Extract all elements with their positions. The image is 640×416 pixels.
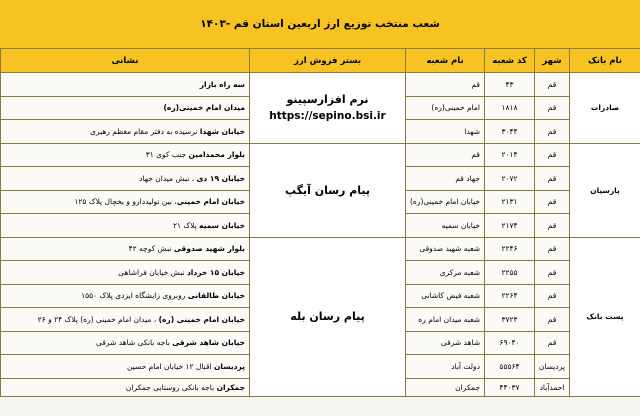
code-cell: ۶۹۰۴۰	[485, 331, 535, 355]
address-cell	[1, 214, 250, 238]
address-bold: خیابان ۱۹ دی	[196, 173, 245, 183]
code-cell: ۱۸۱۸	[485, 96, 535, 120]
address-bold: خیابان ۱۵ خرداد	[186, 267, 245, 277]
address-cell	[1, 120, 250, 144]
branch-cell: قم	[406, 73, 485, 97]
address-rest: روبروی زایشگاه ایزدی پلاک ۱۵۵۰	[81, 291, 188, 301]
address-bold: خیابان امام خمینی	[176, 197, 245, 207]
address-cell	[1, 190, 250, 214]
platform-name: پیام رسان بله	[290, 310, 365, 323]
address-bold: خیابان سمیه	[199, 220, 245, 230]
address-rest: ، نبش میدان جهاد	[139, 173, 197, 183]
address-bold: سه راه بازار	[199, 79, 245, 89]
code-cell: ۲۱۷۴	[485, 214, 535, 238]
city-cell: قم	[535, 190, 570, 214]
platform-sepino	[250, 73, 406, 144]
platform-url: https://sepino.bsi.ir	[269, 110, 386, 123]
city-cell: قم	[535, 96, 570, 120]
branch-cell: امام خمینی(ره)	[406, 96, 485, 120]
address-cell	[1, 143, 250, 167]
address-cell	[1, 378, 250, 396]
address-cell	[1, 261, 250, 285]
branch-cell: قم	[406, 143, 485, 167]
branch-cell: شاهد شرقی	[406, 331, 485, 355]
branch-cell: جهاد قم	[406, 167, 485, 191]
address-rest: جنب کوی ۳۱	[145, 150, 189, 160]
city-cell: قم	[535, 167, 570, 191]
header-row	[1, 49, 640, 73]
address-rest: نبش خیابان فراشاهی	[118, 267, 187, 277]
platform-bale	[250, 237, 406, 396]
platform-name: پیام رسان آیگپ	[284, 183, 371, 197]
code-cell: ۲۲۴۶	[485, 237, 535, 261]
city-cell: قم	[535, 214, 570, 238]
branch-cell: خیابان سمیه	[406, 214, 485, 238]
platform-name: نرم افزارسپینو	[286, 93, 369, 107]
branches-table	[0, 48, 640, 397]
header-code: کد شعبه	[485, 49, 535, 73]
platform-igap	[250, 143, 406, 237]
code-cell: ۳۷۲۳	[485, 308, 535, 332]
city-cell: قم	[535, 261, 570, 285]
branch-cell: شعبه شهید صدوقی	[406, 237, 485, 261]
header-bank: نام بانک	[570, 49, 640, 73]
address-rest: اقبال ۱۲ خیابان امام حسین	[126, 361, 214, 371]
code-cell: ۵۵۵۶۴	[485, 355, 535, 379]
code-cell: ۲۰۷۲	[485, 167, 535, 191]
table-row	[1, 237, 640, 261]
address-bold: خیابان شهدا	[199, 126, 245, 136]
code-cell: ۴۴۰۳۷	[485, 378, 535, 396]
address-bold: خیابان امام خمینی (ره)	[158, 314, 245, 324]
address-cell	[1, 284, 250, 308]
city-cell: قم	[535, 331, 570, 355]
address-rest: ، بین تولیددارو و یخچال پلاک ۱۲۵	[74, 197, 177, 207]
address-bold: بلوار محمدامین	[188, 150, 245, 160]
address-rest: نرسیده به دفتر مقام معظم رهبری	[90, 126, 200, 136]
address-bold: جمکران	[216, 382, 245, 392]
city-cell: قم	[535, 143, 570, 167]
header-city: شهر	[535, 49, 570, 73]
branch-cell: جمکران	[406, 378, 485, 396]
address-rest: ، میدان امام خمینی (ره) پلاک ۲۴ و ۲۶	[37, 314, 159, 324]
bank-name-parsian: پارسیان	[570, 143, 640, 237]
branch-cell: شهدا	[406, 120, 485, 144]
address-bold: بلوار شهید صدوقی	[173, 244, 245, 254]
code-cell: ۳۰۴۴	[485, 120, 535, 144]
branch-cell: شعبه میدان امام ره	[406, 308, 485, 332]
header-platform: بستر فروش ارز	[250, 49, 406, 73]
city-cell: قم	[535, 237, 570, 261]
address-bold: خیابان شاهد شرقی	[172, 338, 245, 348]
page-title: شعب منتخب توزیع ارز اربعین استان قم -۱۴۰۳	[0, 0, 640, 49]
code-cell: ۲۱۳۱	[485, 190, 535, 214]
code-cell: ۲۰۱۴	[485, 143, 535, 167]
address-cell	[1, 237, 250, 261]
address-cell	[1, 96, 250, 120]
address-cell	[1, 73, 250, 97]
table-row	[1, 143, 640, 167]
city-cell: قم	[535, 308, 570, 332]
address-rest: نبش کوچه ۴۲	[128, 244, 174, 254]
branch-cell: دولت آباد	[406, 355, 485, 379]
address-rest: باجه بانکی شاهد شرقی	[96, 338, 173, 348]
code-cell: ۲۲۶۴	[485, 284, 535, 308]
address-cell	[1, 355, 250, 379]
branch-cell: شعبه مرکزی	[406, 261, 485, 285]
address-rest: پلاک ۲۱	[172, 220, 200, 230]
city-cell: قم	[535, 120, 570, 144]
header-branch: نام شعبه	[406, 49, 485, 73]
city-cell: احمدآباد	[535, 378, 570, 396]
address-cell	[1, 308, 250, 332]
address-rest: باجه بانکی روستایی جمکران	[125, 382, 217, 392]
address-bold: خیابان طالقانی	[187, 291, 245, 301]
header-address: نشانی	[1, 49, 250, 73]
city-cell: قم	[535, 73, 570, 97]
address-bold: میدان امام خمینی(ره)	[163, 103, 245, 113]
code-cell: ۴۳	[485, 73, 535, 97]
address-cell	[1, 167, 250, 191]
table-row	[1, 73, 640, 97]
branch-cell: شعبه فیض کاشانی	[406, 284, 485, 308]
bank-name-postbank: پست بانک	[570, 237, 640, 396]
city-cell: پردیسان	[535, 355, 570, 379]
code-cell: ۲۲۵۵	[485, 261, 535, 285]
bank-name-saderat: صادرات	[570, 73, 640, 144]
branch-cell: خیابان امام خمینی(ره)	[406, 190, 485, 214]
address-cell	[1, 331, 250, 355]
city-cell: قم	[535, 284, 570, 308]
address-bold: پردیسان	[214, 361, 245, 371]
